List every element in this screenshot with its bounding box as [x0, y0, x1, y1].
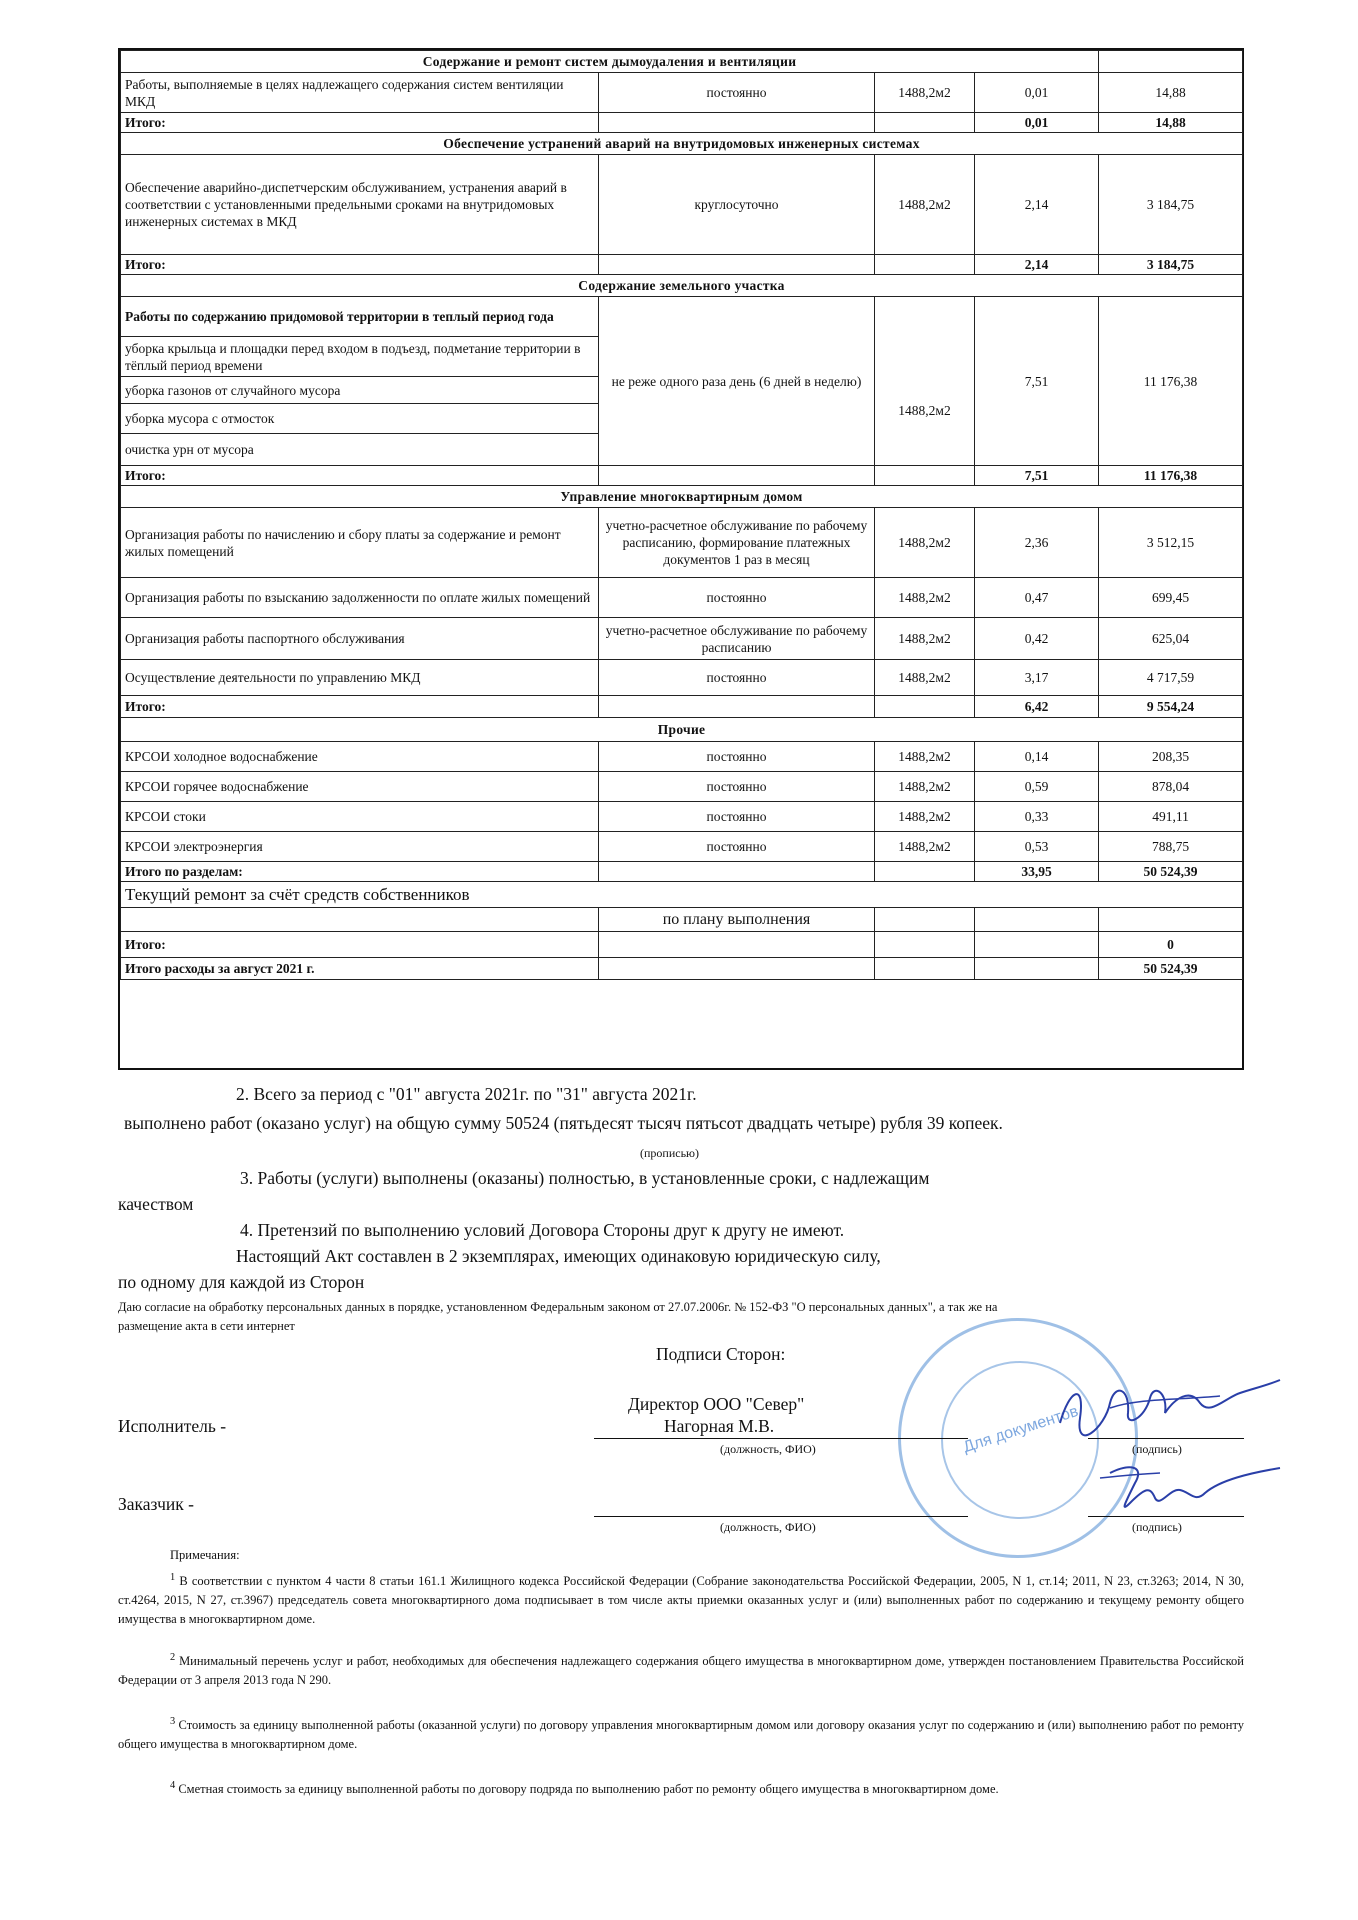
list-item: уборка мусора с отмосток	[121, 404, 1243, 434]
section-title: Содержание земельного участка	[121, 275, 1243, 297]
note-2: $^2$ Минимальный перечень услуг и работ, необходимых для обеспечения надлежащего содержания общего имущества в многоквартирном доме, утвержден постановлением Правительства Российской Федерации от 3 апреля 2013 года N 290.	[118, 1652, 1244, 1688]
executor-name: Нагорная М.В.	[664, 1416, 775, 1436]
para-5-line-1: Настоящий Акт составлен в 2 экземплярах, имеющих одинаковую юридическую силу,	[236, 1246, 881, 1266]
consent-line-1: Даю согласие на обработку персональных данных в порядке, установленном Федеральным законом от 27.07.2006г. № 152-ФЗ "О персональных данных", а так же на	[118, 1300, 998, 1314]
table-row: КРСОИ холодное водоснабжение постоянно 1488,2м2 0,14 208,35	[121, 742, 1243, 772]
para-2-line-1: 2. Всего за период с "01" августа 2021г. по "31" августа 2021г.	[236, 1084, 697, 1104]
repair-plan: по плану выполнения	[599, 908, 875, 932]
table-row: Работы, выполняемые в целях надлежащего содержания систем вентиляции МКД постоянно 1488,2м2 0,01 14,88	[121, 73, 1243, 113]
signatures-title: Подписи Сторон:	[656, 1344, 786, 1364]
table-row: Организация работы по начислению и сбору платы за содержание и ремонт жилых помещений учетно-расчетное обслуживание по рабочему расписанию, формирование платежных документов 1 раз в месяц 1488,2м2 2,36 3 512,15	[121, 508, 1243, 578]
table-row: Обеспечение аварийно-диспетчерским обслуживанием, устранения аварий в соответствии с установленными предельными сроками на внутридомовых инженерных системах в МКД круглосуточно 1488,2м2 2,14 3 184,75	[121, 155, 1243, 255]
notes-title: Примечания:	[170, 1548, 240, 1562]
para-3-line-2: качеством	[118, 1194, 194, 1214]
para-4: 4. Претензий по выполнению условий Договора Стороны друг к другу не имеют.	[240, 1220, 845, 1240]
executor-signature	[1050, 1368, 1290, 1438]
table-row: Организация работы по взысканию задолженности по оплате жилых помещений постоянно 1488,2м2 0,47 699,45	[121, 578, 1243, 618]
consent-line-2: размещение акта в сети интернет	[118, 1319, 295, 1333]
table-row: Осуществление деятельности по управлению МКД постоянно 1488,2м2 3,17 4 717,59	[121, 660, 1243, 696]
total-row: Итого по разделам: 33,95 50 524,39	[121, 862, 1243, 882]
para-2-line-2: выполнено работ (оказано услуг) на общую сумму 50524 (пятьдесят тысяч пятьсот двадцать четыре) рубля 39 копеек.	[124, 1113, 1003, 1133]
customer-sig-hint: (подпись)	[1132, 1520, 1182, 1534]
executor-position: Директор ООО "Север"	[628, 1394, 805, 1414]
table-row: КРСОИ электроэнергия постоянно 1488,2м2 0,53 788,75	[121, 832, 1243, 862]
total-row: Итого: 7,51 11 176,38	[121, 466, 1243, 486]
table-row: КРСОИ горячее водоснабжение постоянно 1488,2м2 0,59 878,04	[121, 772, 1243, 802]
section-title: Управление многоквартирным домом	[121, 486, 1243, 508]
note-1: $^1$ В соответствии с пунктом 4 части 8 статьи 161.1 Жилищного кодекса Российской Федерации (Собрание законодательства Российской Федерации, 2005, N 1, ст.14; 2011, N 23, ст.3263; 2014, N 30, ст.4264, 2015, N 27, ст.3967) председатель совета многоквартирного дома подписывает в том числе акты приемки оказанных услуг и (или) выполненных работ по содержанию и текущему ремонту общего имущества в многоквартирном доме.	[118, 1572, 1245, 1627]
total-row: Итого: 0,01 14,88	[121, 113, 1243, 133]
section-title: Содержание и ремонт систем дымоудаления и вентиляции	[121, 51, 1099, 73]
executor-pos-hint: (должность, ФИО)	[720, 1442, 816, 1456]
section-title: Прочие	[121, 718, 1243, 742]
para-3-line-1: 3. Работы (услуги) выполнены (оказаны) полностью, в установленные сроки, с надлежащим	[240, 1168, 930, 1188]
total-row: Итого: 6,42 9 554,24	[121, 696, 1243, 718]
note-4: $^4$ Сметная стоимость за единицу выполненной работы по договору подряда по выполнению работ по ремонту общего имущества в многоквартирном доме.	[170, 1780, 999, 1797]
executor-label: Исполнитель -	[118, 1416, 227, 1436]
total-row: Итого: 0	[121, 932, 1243, 958]
stamp-text: Для документов	[961, 1402, 1081, 1457]
note-3: $^3$ Стоимость за единицу выполненной работы (оказанной услуги) по договору управления многоквартирным домом или договору оказания услуг по содержанию и (или) выполнению работ по ремонту общего имущества в многоквартирном доме.	[118, 1716, 1244, 1752]
repair-title: Текущий ремонт за счёт средств собственников	[121, 882, 1243, 908]
table-row: КРСОИ стоки постоянно 1488,2м2 0,33 491,11	[121, 802, 1243, 832]
para-2-hint: (прописью)	[640, 1146, 700, 1160]
section-title: Обеспечение устранений аварий на внутридомовых инженерных системах	[121, 133, 1243, 155]
total-row: Итого: 2,14 3 184,75	[121, 255, 1243, 275]
customer-pos-hint: (должность, ФИО)	[720, 1520, 816, 1534]
executor-sig-hint: (подпись)	[1132, 1442, 1182, 1456]
list-item: уборка газонов от случайного мусора	[121, 377, 1243, 404]
services-table: Содержание и ремонт систем дымоудаления и вентиляции Работы, выполняемые в целях надлежащего содержания систем вентиляции МКД постоянно 1488,2м2 0,01 14,88 Итого: 0,01 14,88 Обеспечение устранений аварий на внутридомовых инженерных системах Обеспечение аварийно-диспетчерским обслуживанием, устранения аварий в соответствии с установленными предельными сроками на внутридомовых инженерных системах в МКД круглосуточно 1488,2м2 2,14 3 184,75 Итого: 2,14 3 184,75 Содержание земельного участка Работы по содержанию придомовой территории в теплый период года не реже одного раза день (6 дней в неделю) 1488,2м2 7,51 11 176,38 уборка крыльца и площадки перед входом в подъезд, подметание территории в тёплый период времени уборка газонов от случайного мусора уборка мусора с отмосток очистка урн от мусора Итого: 7,51 11 176,38 Управление многоквартирным домом Организация работы по начислению и сбору платы за содержание и ремонт жилых помещений учетно-расчетное обслуживание по рабочему расписанию, формирование платежных документов 1 раз в месяц 1488,2м2 2,36 3 512,15 Организация работы по взысканию задолженности по оплате жилых помещений постоянно 1488,2м2 0,47 699,45 Организация работы паспортного обслуживания учетно-расчетное обслуживание по рабочему расписанию 1488,2м2 0,42 625,04 Осуществление деятельности по управлению МКД постоянно 1488,2м2 3,17 4 717,59 Итого: 6,42 9 554,24 Прочие КРСОИ холодное водоснабжение постоянно 1488,2м2 0,14 208,35 КРСОИ горячее водоснабжение постоянно 1488,2м2 0,59 878,04 КРСОИ стоки постоянно 1488,2м2 0,33 491,11 КРСОИ электроэнергия постоянно 1488,2м2 0,53 788,75 Итого по разделам: 33,95 50 524,39 Текущий ремонт за счёт средств собственников по плану выполнения Итого: 0 Итого расходы за август 2021 г. 50 524,39	[118, 48, 1244, 1070]
customer-label: Заказчик -	[118, 1494, 194, 1514]
para-5-line-2: по одному для каждой из Сторон	[118, 1272, 365, 1292]
expenses-row: Итого расходы за август 2021 г. 50 524,39	[121, 958, 1243, 980]
table-row: Организация работы паспортного обслуживания учетно-расчетное обслуживание по рабочему расписанию 1488,2м2 0,42 625,04	[121, 618, 1243, 660]
customer-signature	[1090, 1458, 1290, 1518]
list-item: очистка урн от мусора	[121, 434, 1243, 466]
list-item: уборка крыльца и площадки перед входом в подъезд, подметание территории в тёплый период времени	[121, 337, 1243, 377]
